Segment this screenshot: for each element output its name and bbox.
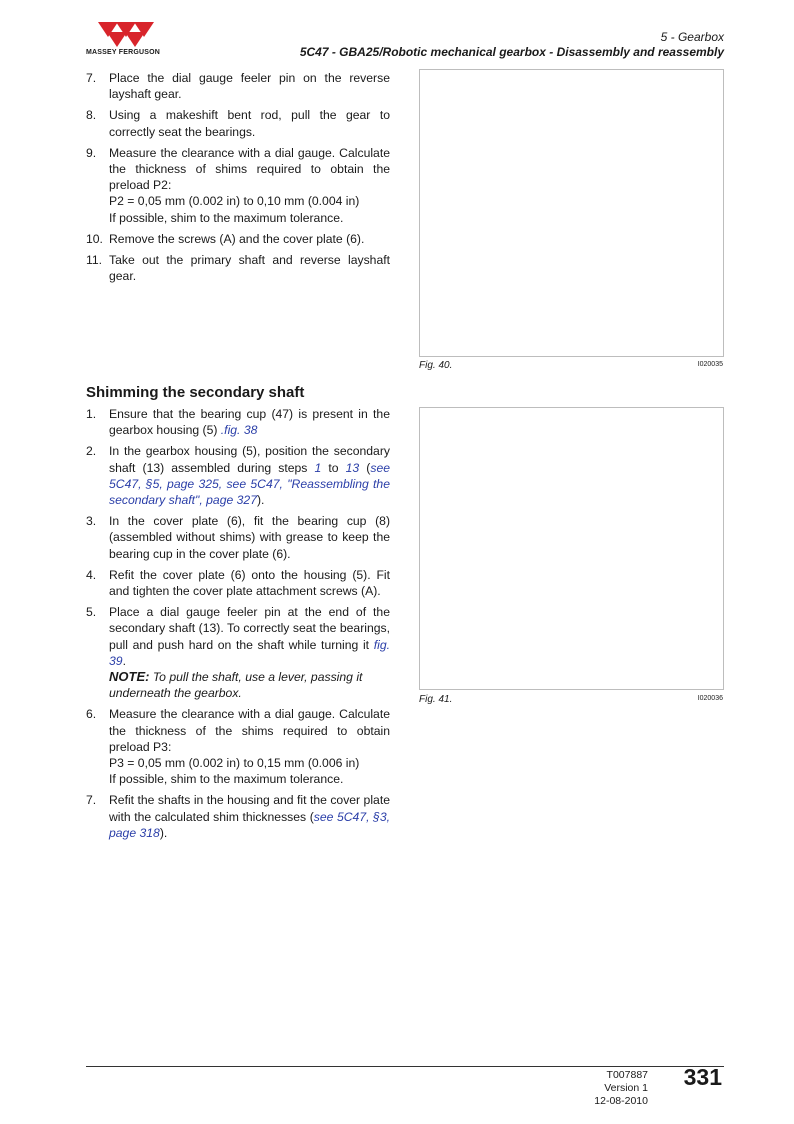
list-item	[86, 567, 390, 599]
step-text: Place a dial gauge feeler pin at the end of the secondary shaft (13). To correctly seat the bearings, pull and push hard on the shaft while turning it	[109, 605, 390, 652]
footer-divider	[86, 1066, 724, 1067]
figure-41-caption	[419, 694, 723, 705]
figure-40-caption	[419, 360, 723, 371]
preload-p3-value: P3 = 0,05 mm (0.002 in) to 0,15 mm (0.006 in)	[109, 756, 360, 771]
step-text: ).	[159, 825, 168, 840]
step-number: 1.	[86, 407, 97, 421]
steps-top-list	[86, 70, 390, 289]
step-text: In the cover plate (6), fit the bearing cup (8) (assembled without shims) with grease to keep the bearing cup in the cover plate (6).	[109, 514, 390, 561]
list-item	[86, 145, 390, 226]
footer-info	[594, 1069, 648, 1108]
figure-label: Fig. 40.	[419, 360, 453, 371]
massey-ferguson-logo	[86, 20, 166, 60]
figure-id: I020036	[697, 695, 723, 702]
note-text: To pull the shaft, use a lever, passing it underneath the gearbox.	[109, 670, 363, 701]
figure-id: I020035	[697, 361, 723, 368]
step-text: In the gearbox housing (5), position the secondary shaft (13) assembled during steps	[109, 444, 390, 475]
step-text: Remove the screws (A) and the cover plate (6).	[109, 231, 365, 246]
cross-reference-link[interactable]: see 5C47, §3, page 318	[109, 809, 390, 840]
step-text: Take out the primary shaft and reverse layshaft gear.	[109, 253, 390, 284]
step-text: (	[359, 460, 371, 475]
page-number: 331	[683, 1064, 722, 1090]
list-item	[86, 792, 390, 841]
triple-triangle-logo-icon	[96, 20, 156, 48]
cross-reference-link[interactable]: see 5C47, §5, page 325, see 5C47, "Reassembling the secondary shaft", page 327	[109, 460, 390, 508]
list-item	[86, 604, 390, 701]
step-text-extra: If possible, shim to the maximum tolerance.	[109, 210, 344, 225]
chapter-title: 5 - Gearbox	[660, 30, 724, 44]
step-number: 5.	[86, 605, 97, 620]
step-number: 11.	[86, 253, 103, 268]
step-text: Refit the shafts in the housing and fit the cover plate with the calculated shim thicknesses	[109, 793, 390, 824]
list-item	[86, 231, 390, 247]
step-text: Place the dial gauge feeler pin on the reverse layshaft gear.	[109, 71, 390, 102]
brand-name: MASSEY FERGUSON	[86, 49, 161, 56]
step-number: 6.	[86, 707, 97, 722]
step-number: 7.	[86, 793, 97, 808]
document-version: Version 1	[604, 1082, 648, 1094]
list-item	[86, 107, 390, 139]
step-text: Using a makeshift bent rod, pull the gear to correctly seat the bearings.	[109, 108, 390, 139]
step-text-extra: If possible, shim to the maximum tolerance.	[109, 772, 344, 787]
page-header	[300, 30, 724, 60]
step-link[interactable]: 13	[345, 460, 360, 475]
list-item	[86, 706, 390, 787]
document-date: 12-08-2010	[594, 1095, 648, 1107]
list-item	[86, 513, 390, 562]
figure-label: Fig. 41.	[419, 694, 453, 705]
list-item	[86, 70, 390, 102]
list-item	[86, 252, 390, 284]
step-number: 7.	[86, 71, 97, 85]
step-number: 4.	[86, 567, 97, 582]
list-item	[86, 443, 390, 508]
step-text: Refit the cover plate (6) onto the housing (5). Fit and tighten the cover plate attachment screws (A).	[109, 567, 390, 599]
note-label: NOTE:	[109, 669, 150, 685]
step-text: Measure the clearance with a dial gauge. Calculate the thickness of shims required to obtain the preload P2:	[109, 145, 390, 193]
step-number: 10.	[86, 231, 103, 246]
step-number: 2.	[86, 444, 97, 459]
step-link[interactable]: 1	[314, 460, 322, 475]
document-number: T007887	[606, 1069, 648, 1081]
step-text: ).	[256, 493, 265, 508]
figure-link[interactable]: fig. 39	[109, 637, 390, 668]
list-item	[86, 406, 390, 438]
note	[109, 669, 390, 701]
step-number: 3.	[86, 514, 97, 529]
step-text: Measure the clearance with a dial gauge. Calculate the thickness of the shims required to obtain preload P3:	[109, 707, 390, 754]
step-number: 9.	[86, 145, 97, 160]
steps-bottom-list	[86, 406, 390, 846]
preload-p2-value: P2 = 0,05 mm (0.002 in) to 0,10 mm (0.004 in)	[109, 194, 360, 209]
step-text: to	[321, 460, 346, 475]
figure-40-image	[419, 69, 724, 357]
figure-link[interactable]: .fig. 38	[220, 423, 258, 438]
step-text: (	[309, 809, 314, 824]
step-number: 8.	[86, 108, 97, 123]
section-title: 5C47 - GBA25/Robotic mechanical gearbox - Disassembly and reassembly	[299, 45, 724, 59]
step-text: Ensure that the bearing cup (47) is present in the gearbox housing (5)	[109, 407, 390, 438]
figure-41-image	[419, 407, 724, 690]
step-text: .	[122, 653, 126, 668]
section-heading: Shimming the secondary shaft	[86, 384, 305, 401]
